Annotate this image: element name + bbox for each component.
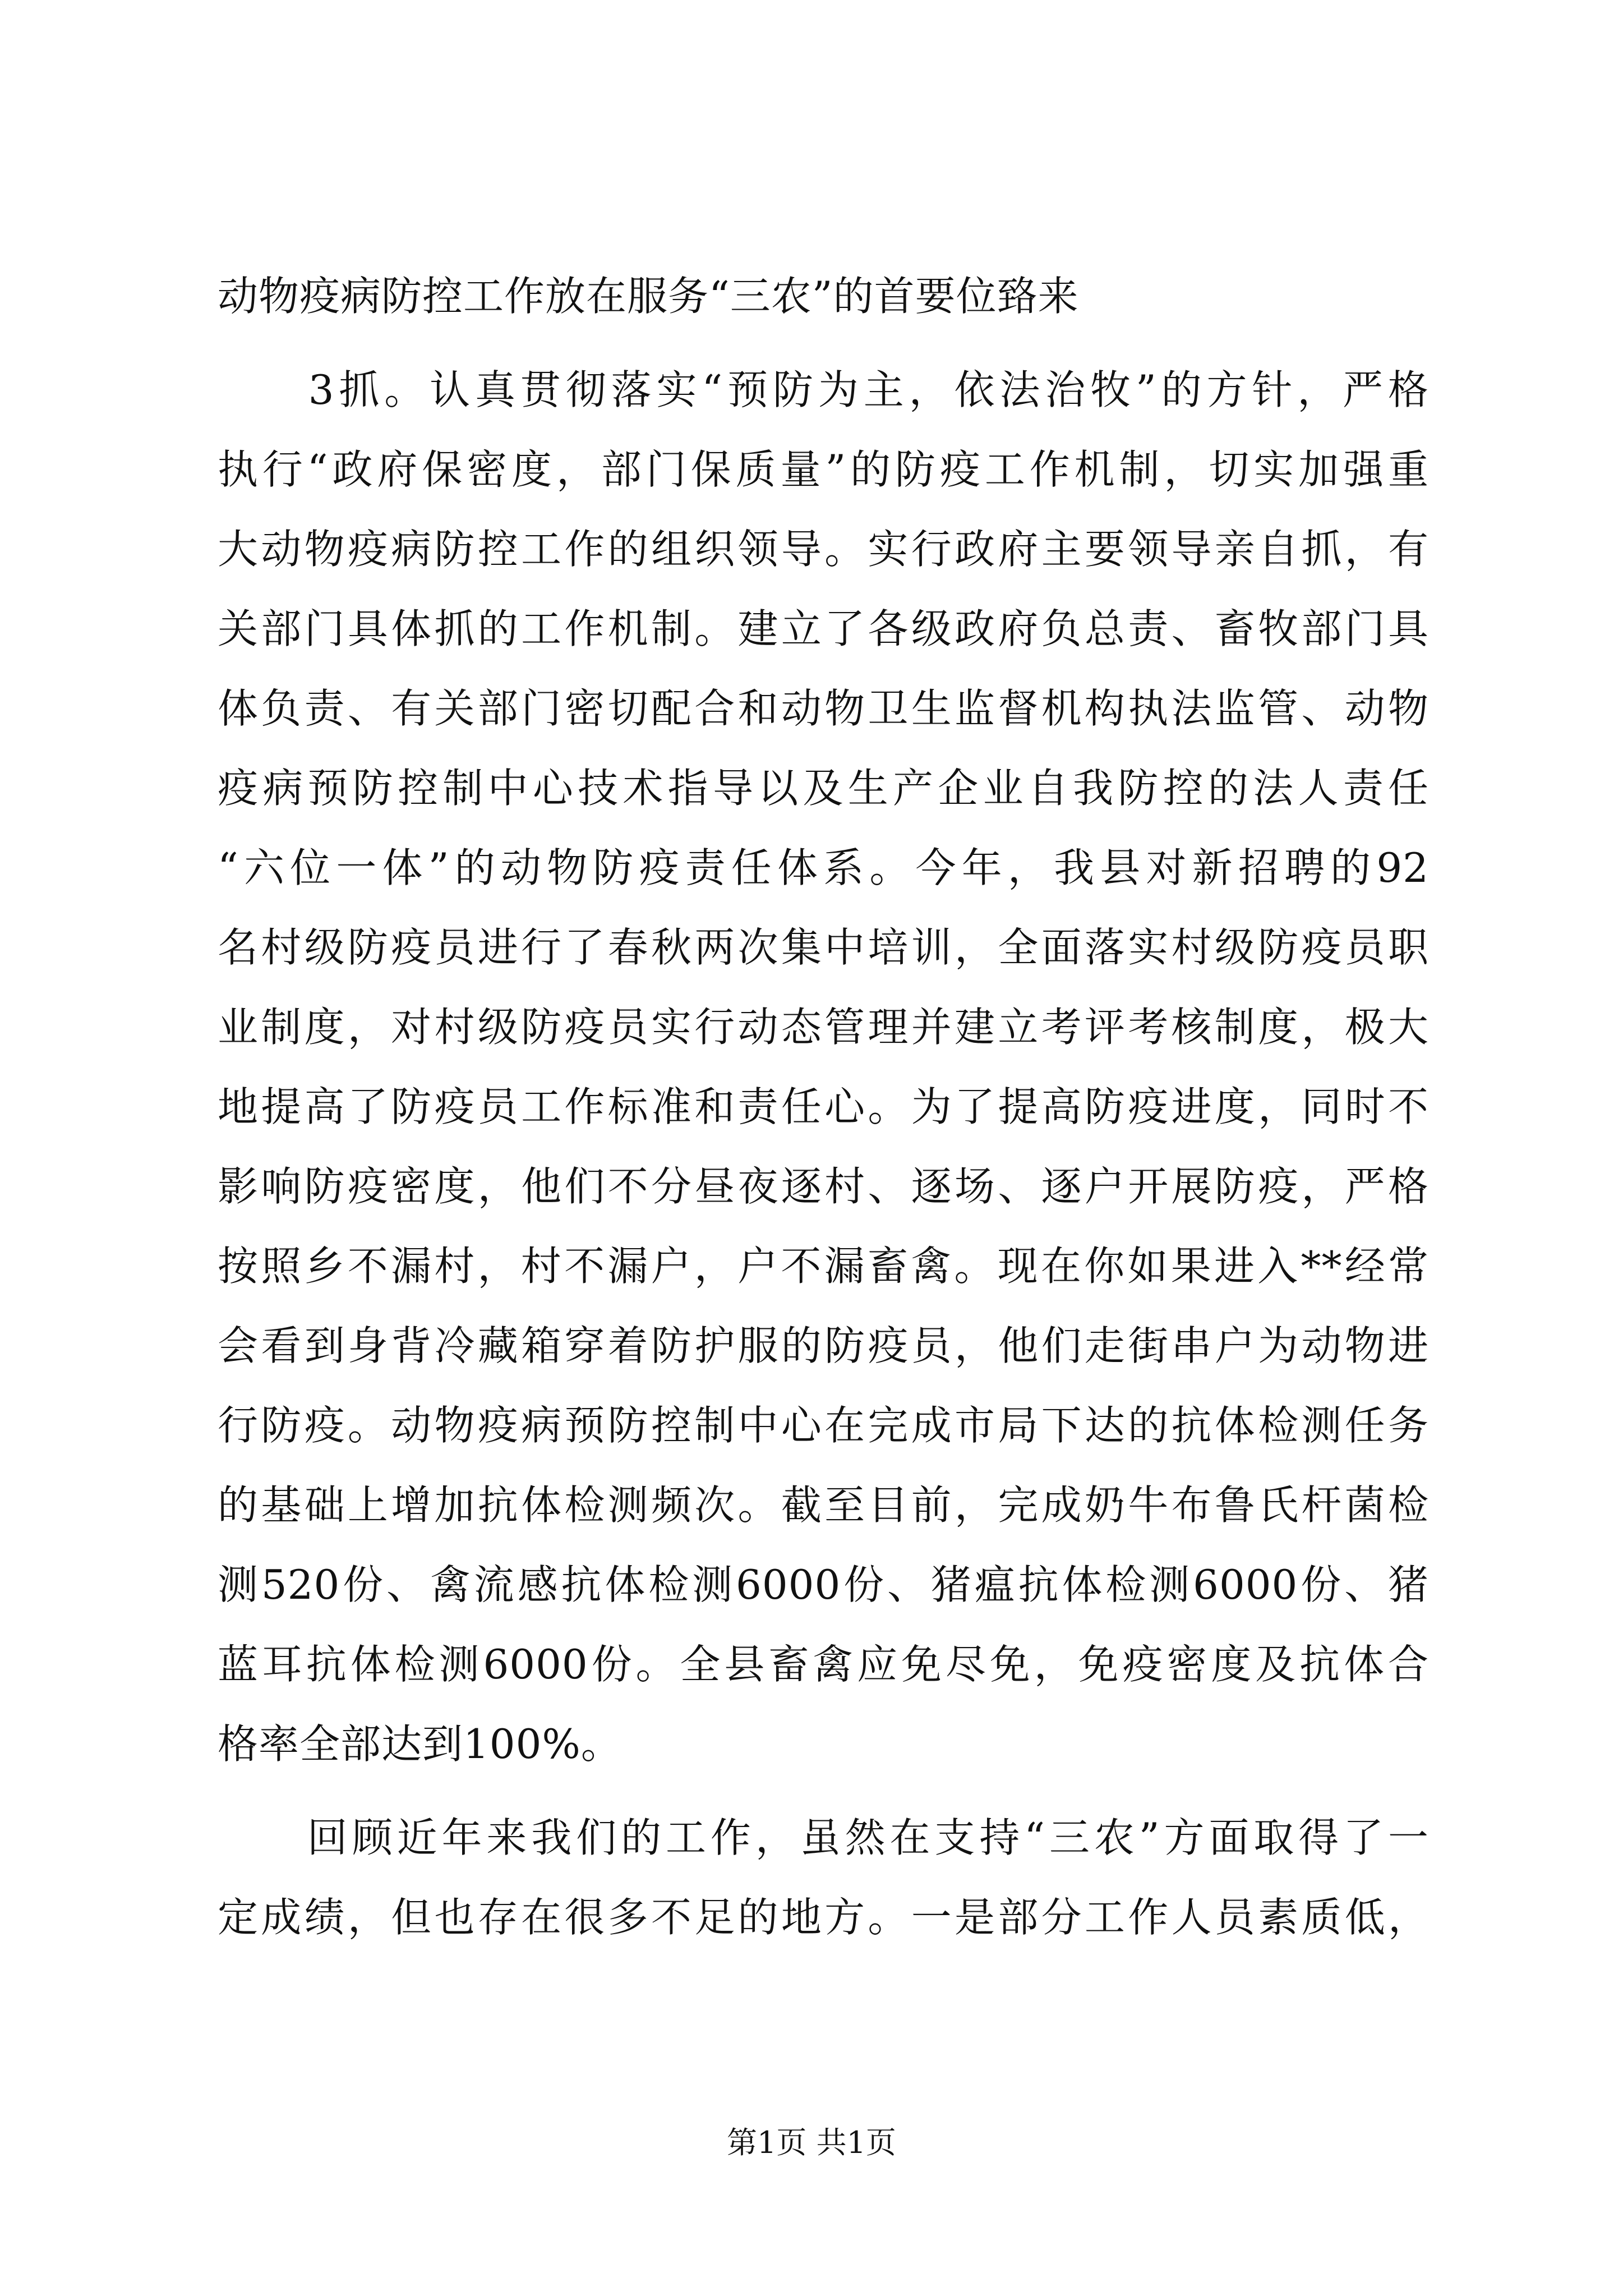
paragraph-line: 执行“政府保密度，部门保质量”的防疫工作机制，切实加强重 (218, 446, 1429, 493)
document-body (218, 256, 1429, 1957)
paragraph-line: 格率全部达到100%。 (218, 1720, 622, 1768)
paragraph-line: 业制度，对村级防疫员实行动态管理并建立考评考核制度，极大 (218, 1004, 1429, 1051)
paragraph-line: 关部门具体抓的工作机制。建立了各级政府负总责、畜牧部门具 (218, 605, 1429, 652)
paragraph-line: 影响防疫密度，他们不分昼夜逐村、逐场、逐户开展防疫，严格 (218, 1163, 1429, 1210)
paragraph-line: “六位一体”的动物防疫责任体系。今年，我县对新招聘的92 (218, 844, 1429, 891)
page-footer: 第1页 共1页 (727, 2125, 896, 2160)
paragraph-line: 测520份、禽流感抗体检测6000份、猪瘟抗体检测6000份、猪 (218, 1561, 1429, 1608)
paragraph-line: 地提高了防疫员工作标准和责任心。为了提高防疫进度，同时不 (218, 1083, 1429, 1130)
paragraph-line: 会看到身背冷藏箱穿着防护服的防疫员，他们走街串户为动物进 (218, 1322, 1429, 1369)
paragraph-line: 大动物疫病防控工作的组织领导。实行政府主要领导亲自抓，有 (218, 526, 1429, 573)
paragraph-line: 蓝耳抗体检测6000份。全县畜禽应免尽免，免疫密度及抗体合 (218, 1641, 1429, 1688)
paragraph-line: 定成绩，但也存在很多不足的地方。一是部分工作人员素质低， (218, 1894, 1429, 1941)
paragraph-line: 体负责、有关部门密切配合和动物卫生监督机构执法监管、动物 (218, 685, 1429, 732)
paragraph-line: 动物疫病防控工作放在服务“三农”的首要位臵来 (218, 273, 1079, 320)
paragraph-line: 的基础上增加抗体检测频次。截至目前，完成奶牛布鲁氏杆菌检 (218, 1481, 1429, 1529)
paragraph-line: 行防疫。动物疫病预防控制中心在完成市局下达的抗体检测任务 (218, 1402, 1429, 1449)
paragraph-line: 疫病预防控制中心技术指导以及生产企业自我防控的法人责任 (218, 765, 1429, 812)
paragraph-line: 3抓。认真贯彻落实“预防为主，依法治牧”的方针，严格 (218, 366, 1429, 413)
paragraph-gap (218, 1784, 1429, 1798)
paragraph-line: 名村级防疫员进行了春秋两次集中培训，全面落实村级防疫员职 (218, 924, 1429, 971)
paragraph-gap (218, 336, 1429, 350)
paragraph-line: 按照乡不漏村，村不漏户，户不漏畜禽。现在你如果进入**经常 (218, 1243, 1429, 1290)
paragraph-line: 回顾近年来我们的工作，虽然在支持“三农”方面取得了一 (218, 1814, 1429, 1861)
